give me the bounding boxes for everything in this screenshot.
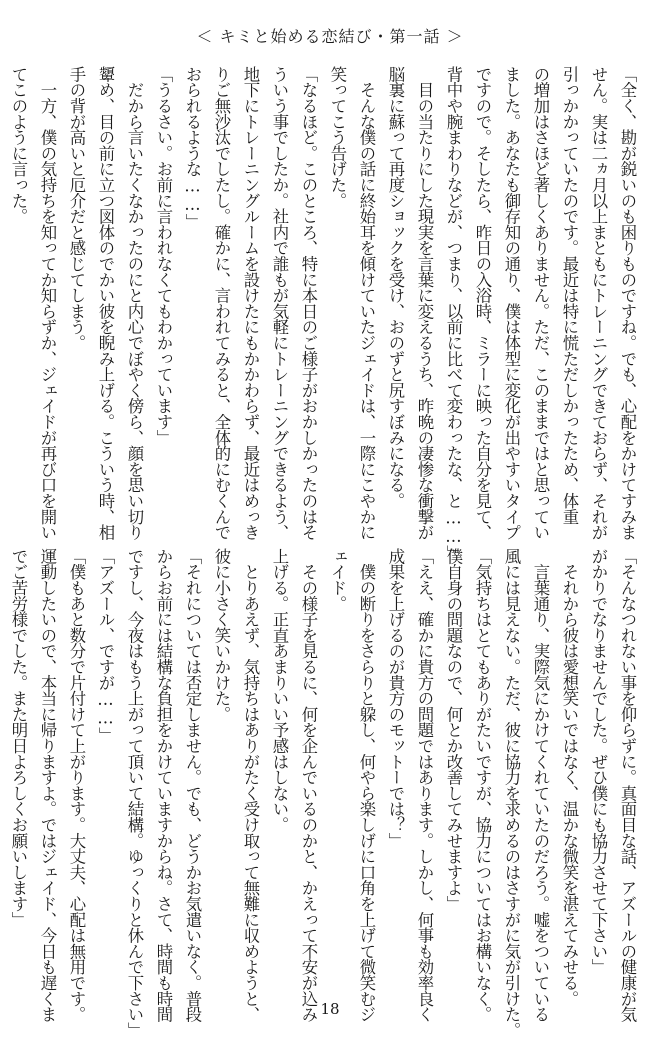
text-line: 目の当たりにした現実を言葉に変えるうち、昨晩の凄惨な衝撃が	[415, 66, 434, 541]
text-line: だから言いたくなかったのにと内心でぼやく傍ら、顔を思い切り	[125, 66, 144, 540]
text-line: 「そんなつれない事を仰らずに。真面目な話、アズールの健康が気	[618, 548, 637, 1023]
text-line: からお前には結構な負担をかけていますからね。さて、時間も時間	[154, 548, 173, 1023]
text-line: 地下にトレーニングルームを設けたにもかかわらず、最近はめっき	[241, 66, 260, 541]
text-line: せん。実は二ヵ月以上まともにトレーニングできておらず、それが	[589, 66, 608, 541]
text-line: がかりでなりませんでした。ぜひ僕にも協力させて下さい」	[589, 548, 608, 975]
text-line: それから彼は愛想笑いではなく、温かな微笑を湛えてみせる。	[560, 548, 579, 1007]
text-line: ういう事でしたか。社内で誰もが気軽にトレーニングできるよう、	[270, 66, 289, 541]
text-line: 「僕もあと数分で片付けて上がります。大丈夫、心配は無用です。	[67, 548, 86, 1023]
text-line: 顰め、目の前に立つ図体のでかい彼を睨み上げる。こういう時、相	[96, 66, 115, 541]
text-line: 手の背が高いと厄介だと感じてしまう。	[67, 66, 86, 351]
text-line: とりあえず、気持ちはありがたく受け取って無難に収めようと、	[241, 548, 260, 1022]
text-line: 背中や腕まわりなどが、つまり、以前に比べて変わったな、と……」	[444, 66, 463, 562]
page-number: 18	[320, 1000, 340, 1018]
text-line: 運動したいので、本当に帰りますよ。ではジェイド、今日も遅くま	[38, 548, 57, 1023]
text-line: ですし、今夜はもう上がって頂いて結構。ゆっくりと休んで下さい」	[125, 548, 144, 1038]
text-line: 「それについては否定しません。でも、どうかお気遣いなく。普段	[183, 548, 202, 1023]
text-line: おられるような……」	[183, 66, 202, 230]
text-line: 脳裏に蘇って再度ショックを受け、おのずと尻すぼみになる。	[386, 66, 405, 509]
text-line: の増加はさほど著しくありません。ただ、このままではと思ってい	[531, 66, 550, 541]
page-header: ＜ キミと始める恋結び・第一話 ＞	[196, 27, 464, 46]
text-line: そんな僕の話に終始耳を傾けていたジェイドは、一際にこやかに	[357, 66, 376, 541]
text-line: 風には見えない。ただ、彼に協力を求めるのはさすがに気が引けた。	[502, 548, 521, 1038]
text-line: 僕の断りをさらりと躱し、何やら楽しげに口角を上げて微笑むジ	[357, 548, 376, 1023]
text-line: 「アズール、ですが……」	[96, 548, 115, 743]
text-line: ですので。そしたら、昨日の入浴時、ミラーに映った自分を見て、	[473, 66, 492, 541]
text-line: 「全く、勘が鋭いのも困りものですね。でも、心配をかけてすみま	[618, 66, 637, 541]
text-line: その様子を見るに、何を企んでいるのかと、かえって不安が込み	[299, 548, 318, 1023]
text-line: ェイド。	[328, 548, 347, 612]
text-line: 引っかかっていたのです。最近は特に慌ただしかったため、体重	[560, 66, 579, 525]
text-line: 「ええ、確かに貴方の問題ではあります。しかし、何事も効率良く	[415, 548, 434, 1023]
text-line: 一方、僕の気持ちを知ってか知らずか、ジェイドが再び口を開い	[38, 66, 57, 540]
text-line: 上げる。正直あまりいい予感はしない。	[270, 548, 289, 833]
text-line: ました。あなたも御存知の通り、僕は体型に変化が出やすいタイプ	[502, 66, 521, 541]
text-line: 言葉通り、実際気にかけてくれていたのだろう。嘘をついている	[531, 548, 550, 1023]
text-line: 彼に小さく笑いかけた。	[212, 548, 231, 722]
text-line: 成果を上げるのが貴方のモットーでは？」	[386, 548, 405, 849]
text-line: りご無沙汰でしたし。確かに、言われてみると、全体的にむくんで	[212, 66, 231, 541]
text-line: 「なるほど。このところ、特に本日のご様子がおかしかったのはそ	[299, 66, 318, 541]
text-block-upper	[9, 66, 642, 562]
text-line: てこのように言った。	[9, 66, 28, 225]
text-line: 「気持ちはとてもありがたいですが、協力についてはお構いなく。	[473, 548, 492, 1023]
text-line: 僕自身の問題なので、何とか改善してみせますよ」	[444, 548, 463, 912]
text-line: 「うるさい。お前に言われなくてもわかっています」	[154, 66, 173, 446]
text-line: 笑ってこう告げた。	[328, 66, 347, 209]
text-line: でご苦労様でした。また明日よろしくお願いします」	[9, 548, 28, 928]
